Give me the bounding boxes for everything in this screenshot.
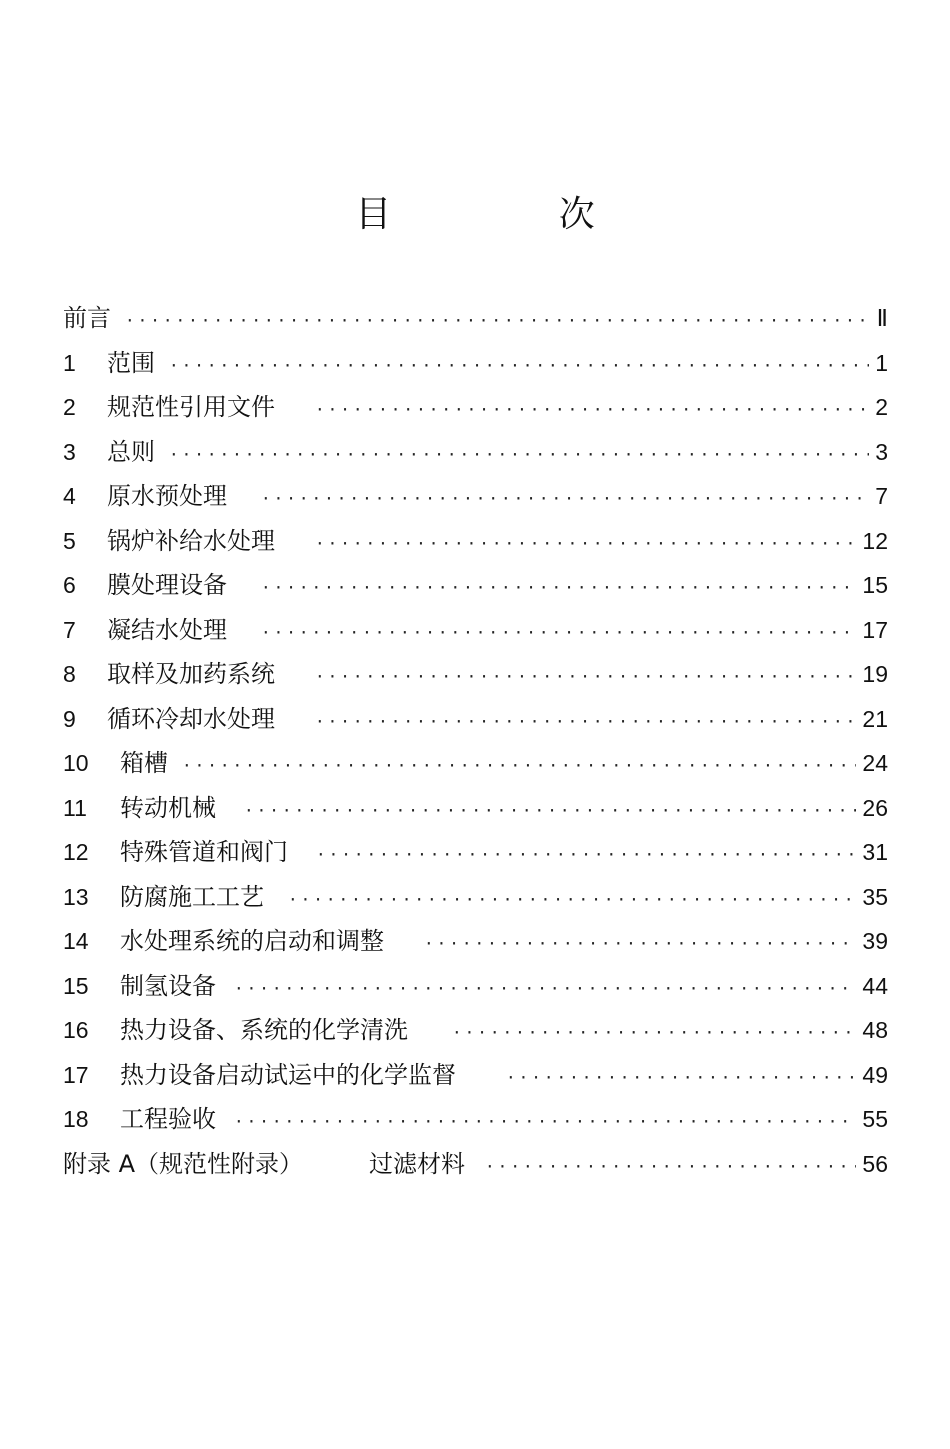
toc-entry-page: 26 — [862, 794, 888, 821]
table-of-contents — [63, 296, 888, 1186]
toc-entry-page: 2 — [875, 394, 888, 420]
dot-leader — [315, 522, 856, 567]
toc-entry-title: 转动机械 — [120, 793, 216, 822]
dot-leader — [234, 1100, 856, 1145]
dot-leader — [315, 700, 856, 745]
toc-entry-title: 制氢设备 — [120, 971, 216, 1000]
toc-entry-page: 15 — [862, 572, 888, 598]
dot-leader — [315, 655, 856, 700]
toc-entry-title: 膜处理设备 — [107, 571, 227, 599]
dot-leader — [261, 477, 869, 522]
toc-entry-page: 49 — [862, 1061, 888, 1088]
dot-leader — [315, 388, 869, 433]
dot-leader — [182, 744, 856, 789]
toc-entry-subtitle: 过滤材料 — [369, 1149, 466, 1178]
toc-entry[interactable] — [63, 1097, 888, 1142]
toc-entry-title: 原水预处理 — [107, 482, 227, 510]
dot-leader — [169, 433, 869, 478]
toc-entry-title: 规范性引用文件 — [107, 393, 275, 421]
toc-entry-title: 工程验收 — [120, 1105, 216, 1133]
dot-leader — [424, 922, 856, 967]
toc-entry-page: 44 — [862, 972, 888, 999]
toc-entry-number: 14 — [63, 928, 89, 954]
toc-entry-number: 5 — [63, 527, 76, 554]
toc-entry-page: 35 — [862, 883, 888, 910]
toc-entry-number: 11 — [63, 794, 87, 821]
toc-entry-title: 循环冷却水处理 — [107, 704, 275, 733]
toc-entry-number: 16 — [63, 1017, 89, 1043]
toc-entry-number: 6 — [63, 572, 76, 598]
toc-entry-title: 范围 — [107, 348, 155, 377]
toc-entry[interactable] — [63, 1053, 888, 1098]
toc-entry[interactable] — [63, 919, 888, 964]
toc-entry-title: 箱槽 — [120, 749, 168, 777]
dot-leader — [234, 967, 856, 1012]
toc-entry-page: 3 — [875, 438, 888, 465]
dot-leader — [288, 878, 856, 923]
toc-entry-page: 21 — [862, 705, 888, 732]
toc-entry-page: 24 — [862, 750, 888, 776]
toc-entry-title: 特殊管道和阀门 — [120, 838, 288, 866]
dot-leader — [125, 299, 871, 344]
dot-leader — [452, 1011, 856, 1056]
dot-leader — [261, 566, 856, 611]
toc-entry-page: 56 — [862, 1150, 888, 1177]
toc-entry[interactable] — [63, 875, 888, 920]
toc-entry[interactable] — [63, 430, 888, 475]
toc-entry-page: 19 — [862, 661, 888, 687]
toc-entry[interactable] — [63, 341, 888, 386]
dot-leader — [244, 789, 856, 834]
toc-entry-number: 8 — [63, 661, 76, 687]
toc-entry-number: 2 — [63, 394, 76, 420]
toc-entry-title: 热力设备、系统的化学清洗 — [120, 1016, 408, 1044]
page-title: 目 次 — [355, 194, 673, 235]
toc-entry-preface[interactable] — [63, 296, 888, 341]
toc-entry-page: Ⅱ — [876, 305, 888, 331]
toc-entry-appendix-a[interactable] — [63, 1142, 888, 1187]
toc-entry-page: 55 — [862, 1106, 888, 1132]
toc-entry-title: 凝结水处理 — [107, 615, 227, 644]
toc-entry[interactable] — [63, 786, 888, 831]
dot-leader — [169, 344, 869, 389]
toc-entry-page: 39 — [862, 928, 888, 954]
toc-entry[interactable] — [63, 741, 888, 786]
toc-entry-number: 13 — [63, 883, 89, 910]
toc-entry[interactable] — [63, 563, 888, 608]
toc-entry-title: 取样及加药系统 — [107, 660, 275, 688]
dot-leader — [485, 1145, 856, 1190]
dot-leader — [261, 611, 856, 656]
toc-entry-number: 7 — [63, 616, 76, 643]
toc-entry-number: 12 — [63, 839, 89, 865]
toc-entry-number: 4 — [63, 483, 76, 509]
toc-entry[interactable] — [63, 652, 888, 697]
toc-entry-number: 15 — [63, 972, 89, 999]
toc-entry-number: 9 — [63, 705, 76, 732]
dot-leader — [506, 1056, 856, 1101]
toc-entry[interactable] — [63, 519, 888, 564]
toc-entry[interactable] — [63, 697, 888, 742]
toc-entry-title: 水处理系统的启动和调整 — [120, 927, 384, 955]
toc-entry-page: 7 — [875, 483, 888, 509]
toc-entry[interactable] — [63, 830, 888, 875]
toc-entry[interactable] — [63, 1008, 888, 1053]
toc-entry-title: 锅炉补给水处理 — [107, 526, 275, 555]
toc-entry-page: 12 — [862, 527, 888, 554]
toc-entry-number: 17 — [63, 1061, 89, 1088]
toc-entry[interactable] — [63, 964, 888, 1009]
toc-entry-title: 防腐施工工艺 — [120, 882, 264, 911]
toc-entry-number: 3 — [63, 438, 76, 465]
toc-entry-title: 热力设备启动试运中的化学监督 — [120, 1060, 456, 1089]
toc-entry[interactable] — [63, 385, 888, 430]
dot-leader — [316, 833, 856, 878]
toc-entry[interactable] — [63, 474, 888, 519]
toc-entry-page: 17 — [862, 616, 888, 643]
toc-entry-page: 48 — [862, 1017, 888, 1043]
toc-entry-title: 附录 A（规范性附录） — [63, 1149, 304, 1178]
toc-entry-title: 总则 — [107, 437, 155, 466]
toc-entry-number: 18 — [63, 1106, 89, 1132]
toc-entry-number: 1 — [63, 349, 76, 376]
toc-entry-title: 前言 — [63, 304, 111, 332]
toc-entry-number: 10 — [63, 750, 89, 776]
toc-entry-page: 1 — [875, 349, 888, 376]
toc-entry[interactable] — [63, 608, 888, 653]
toc-entry-page: 31 — [862, 839, 888, 865]
